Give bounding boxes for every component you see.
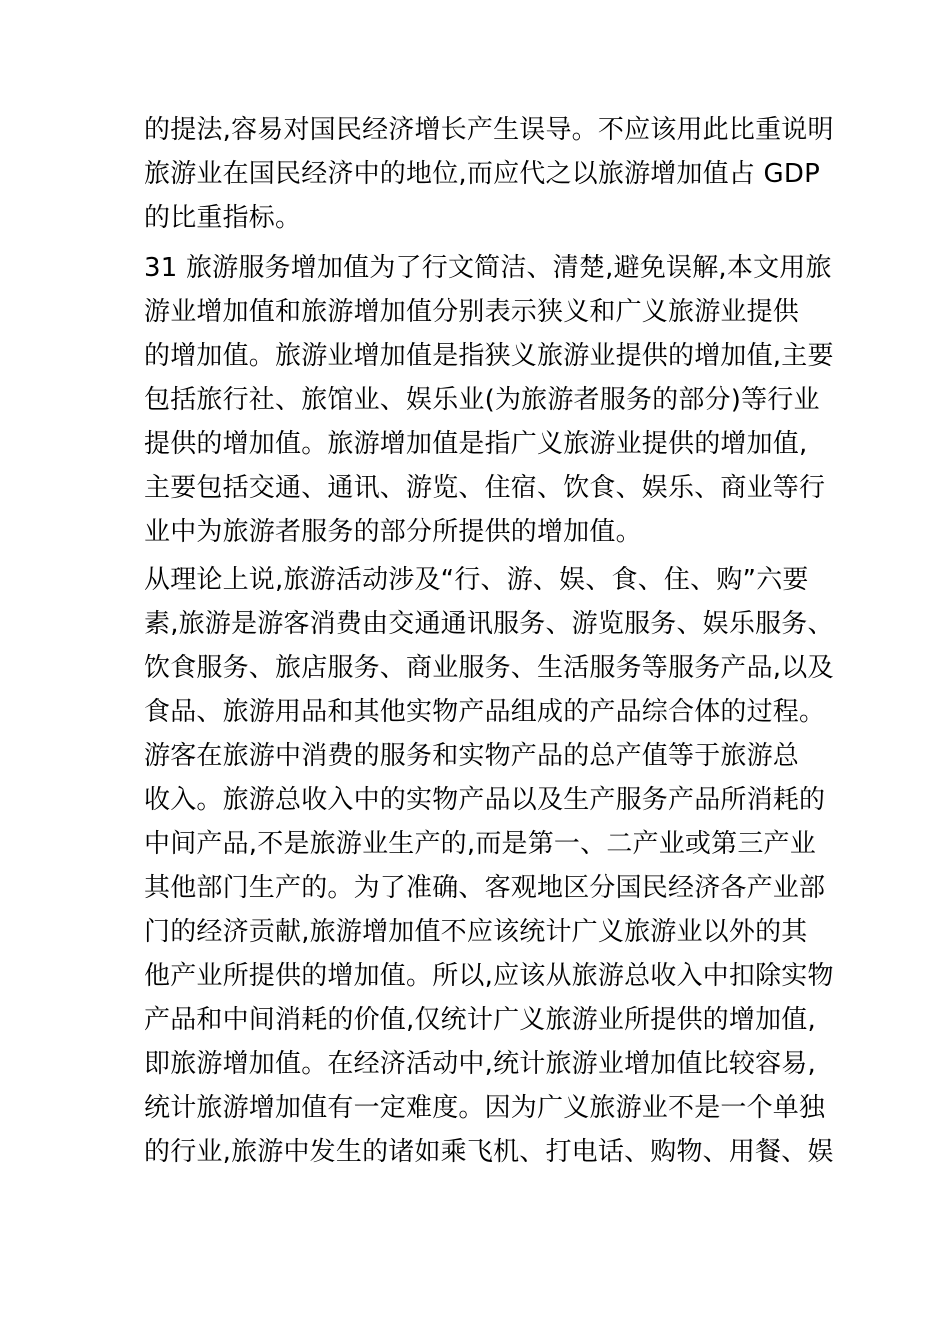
text-line: 提供的增加值。旅游增加值是指广义旅游业提供的增加值, bbox=[144, 429, 808, 459]
text-line: 食品、旅游用品和其他实物产品组成的产品综合体的过程。 bbox=[144, 697, 826, 727]
text-line: 31 旅游服务增加值为了行文简洁、清楚,避免误解,本文用旅 bbox=[144, 253, 832, 283]
text-line: 他产业所提供的增加值。所以,应该从旅游总收入中扣除实物 bbox=[144, 961, 834, 991]
text-line: 从理论上说,旅游活动涉及“行、游、娱、食、住、购”六要 bbox=[144, 565, 809, 595]
text-line: 统计旅游增加值有一定难度。因为广义旅游业不是一个单独 bbox=[144, 1093, 826, 1123]
text-line: 业中为旅游者服务的部分所提供的增加值。 bbox=[144, 517, 642, 547]
text-line: 包括旅行社、旅馆业、娱乐业(为旅游者服务的部分)等行业 bbox=[144, 385, 820, 415]
text-line: 主要包括交通、通讯、游览、住宿、饮食、娱乐、商业等行 bbox=[144, 473, 826, 503]
text-line: 中间产品,不是旅游业生产的,而是第一、二产业或第三产业 bbox=[144, 829, 816, 859]
text-line: 的比重指标。 bbox=[144, 203, 302, 233]
paragraph-theory bbox=[144, 558, 844, 1174]
text-line: 其他部门生产的。为了准确、客观地区分国民经济各产业部 bbox=[144, 873, 826, 903]
text-line: 游业增加值和旅游增加值分别表示狭义和广义旅游业提供 bbox=[144, 297, 800, 327]
paragraph-tourism-value-added bbox=[144, 246, 844, 554]
paragraph-gdp-share bbox=[144, 108, 844, 240]
text-line: 素,旅游是游客消费由交通通讯服务、游览服务、娱乐服务、 bbox=[144, 609, 834, 639]
text-line: 门的经济贡献,旅游增加值不应该统计广义旅游业以外的其 bbox=[144, 917, 808, 947]
text-line: 的提法,容易对国民经济增长产生误导。不应该用此比重说明 bbox=[144, 115, 834, 145]
text-line: 旅游业在国民经济中的地位,而应代之以旅游增加值占 GDP bbox=[144, 159, 820, 189]
text-line: 的增加值。旅游业增加值是指狭义旅游业提供的增加值,主要 bbox=[144, 341, 834, 371]
text-line: 即旅游增加值。在经济活动中,统计旅游业增加值比较容易, bbox=[144, 1049, 816, 1079]
text-line: 收入。旅游总收入中的实物产品以及生产服务产品所消耗的 bbox=[144, 785, 826, 815]
text-line: 饮食服务、旅店服务、商业服务、生活服务等服务产品,以及 bbox=[144, 653, 834, 683]
text-line: 产品和中间消耗的价值,仅统计广义旅游业所提供的增加值, bbox=[144, 1005, 816, 1035]
text-line: 的行业,旅游中发生的诸如乘飞机、打电话、购物、用餐、娱 bbox=[144, 1137, 834, 1167]
text-line: 游客在旅游中消费的服务和实物产品的总产值等于旅游总 bbox=[144, 741, 800, 771]
